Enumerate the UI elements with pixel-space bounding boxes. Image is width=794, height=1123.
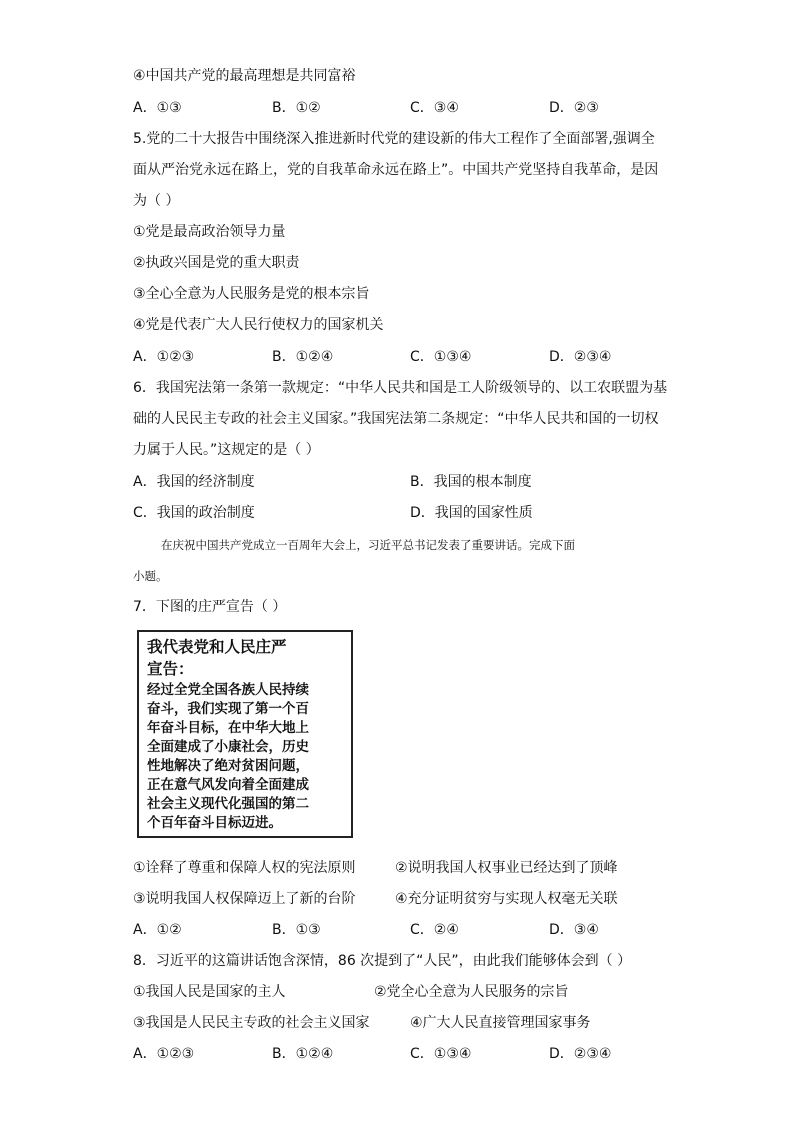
q4-option-b[interactable]: B．①②	[272, 100, 321, 116]
q7-option-d[interactable]: D．③④	[549, 922, 599, 938]
q6-option-d[interactable]: D．我国的国家性质	[410, 505, 533, 521]
q5-stem-line-1: 5.党的二十大报告中围绕深入推进新时代党的建设新的伟大工程作了全面部署,强调全	[133, 131, 655, 147]
declaration-line: 个百年奋斗目标迈进。	[147, 815, 282, 831]
q5-stem-line-2: 面从严治党永远在路上，党的自我革命永远在路上”。中国共产党坚持自我革命，是因	[133, 162, 659, 178]
declaration-title-line-1: 我代表党和人民庄严	[147, 638, 287, 656]
declaration-line: 年奋斗目标，在中华大地上	[147, 720, 309, 736]
declaration-line: 全面建成了小康社会，历史	[147, 739, 309, 755]
q8-stem: 8．习近平的这篇讲话饱含深情，86 次提到了“人民”，由此我们能够体会到（ ）	[133, 953, 632, 969]
q8-statement-4: ④广大人民直接管理国家事务	[410, 1015, 591, 1031]
q5-stem-line-3: 为（ ）	[133, 193, 180, 209]
q7-option-c[interactable]: C．②④	[410, 922, 459, 938]
q6-stem-line-2: 础的人民民主专政的社会主义国家。”我国宪法第二条规定：“中华人民共和国的一切权	[133, 411, 659, 427]
intro-line-1: 在庆祝中国共产党成立一百周年大会上，习近平总书记发表了重要讲话。完成下面	[161, 538, 575, 552]
declaration-line: 经过全党全国各族人民持续	[147, 682, 309, 698]
q7-stem: 7．下图的庄严宣告（ ）	[133, 599, 287, 615]
q8-option-d[interactable]: D．②③④	[549, 1046, 612, 1062]
q5-statement-2: ②执政兴国是党的重大职责	[133, 255, 300, 271]
declaration-line: 性地解决了绝对贫困问题，	[147, 758, 309, 774]
q4-option-d[interactable]: D．②③	[549, 100, 599, 116]
declaration-title-line-2: 宣告：	[147, 660, 194, 678]
q8-option-b[interactable]: B．①②④	[272, 1046, 334, 1062]
q6-option-a[interactable]: A．我国的经济制度	[133, 474, 255, 490]
q5-option-c[interactable]: C．①③④	[410, 349, 472, 365]
declaration-line: 奋斗，我们实现了第一个百	[147, 701, 309, 717]
q5-option-d[interactable]: D．②③④	[549, 349, 612, 365]
q8-statement-2: ②党全心全意为人民服务的宗旨	[374, 984, 569, 1000]
q8-statement-3: ③我国是人民民主专政的社会主义国家	[133, 1015, 370, 1031]
q7-statement-3: ③说明我国人权保障迈上了新的台阶	[133, 891, 356, 907]
q4-option-c[interactable]: C．③④	[410, 100, 459, 116]
q4-option-a[interactable]: A．①③	[133, 100, 182, 116]
q5-statement-3: ③全心全意为人民服务是党的根本宗旨	[133, 286, 370, 302]
intro-line-2: 小题。	[133, 569, 168, 583]
q7-option-b[interactable]: B．①③	[272, 922, 321, 938]
q5-option-a[interactable]: A．①②③	[133, 349, 195, 365]
declaration-line: 正在意气风发向着全面建成	[147, 777, 309, 793]
q8-option-c[interactable]: C．①③④	[410, 1046, 472, 1062]
q6-option-c[interactable]: C．我国的政治制度	[133, 505, 255, 521]
q7-statement-4: ④充分证明贫穷与实现人权毫无关联	[395, 891, 618, 907]
q5-statement-1: ①党是最高政治领导力量	[133, 224, 286, 240]
q6-option-b[interactable]: B．我国的根本制度	[410, 474, 532, 490]
q6-stem-line-3: 力属于人民。”这规定的是（ ）	[133, 442, 320, 458]
q7-statement-1: ①诠释了尊重和保障人权的宪法原则	[133, 860, 356, 876]
q4-statement-4: ④中国共产党的最高理想是共同富裕	[133, 68, 356, 84]
q5-option-b[interactable]: B．①②④	[272, 349, 334, 365]
q8-option-a[interactable]: A．①②③	[133, 1046, 195, 1062]
q6-stem-line-1: 6．我国宪法第一条第一款规定：“中华人民共和国是工人阶级领导的、以工农联盟为基	[133, 380, 668, 396]
q5-statement-4: ④党是代表广大人民行使权力的国家机关	[133, 317, 384, 333]
q7-statement-2: ②说明我国人权事业已经达到了顶峰	[395, 860, 618, 876]
declaration-body	[147, 681, 343, 833]
declaration-line: 社会主义现代化强国的第二	[147, 796, 309, 812]
declaration-box	[137, 630, 353, 838]
q8-statement-1: ①我国人民是国家的主人	[133, 984, 286, 1000]
q7-option-a[interactable]: A．①②	[133, 922, 182, 938]
